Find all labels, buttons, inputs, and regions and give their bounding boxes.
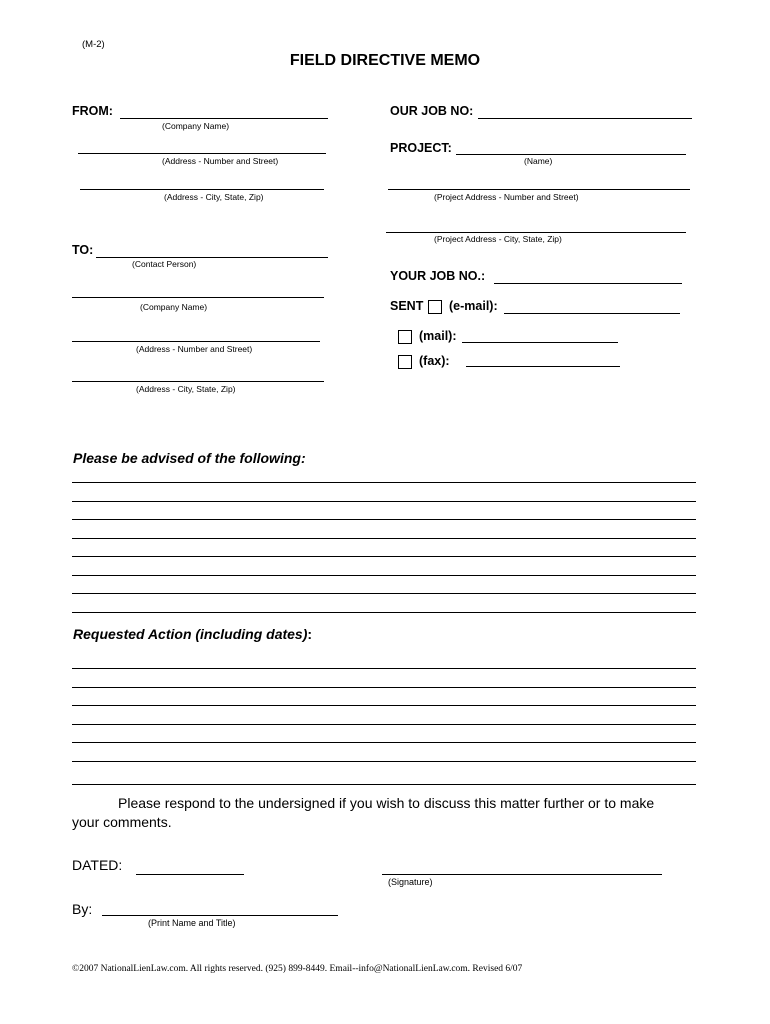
- by-line[interactable]: [102, 915, 338, 916]
- project-label: PROJECT:: [390, 141, 452, 155]
- from-city-caption: (Address - City, State, Zip): [164, 192, 264, 202]
- advised-line[interactable]: [72, 501, 696, 502]
- requested-line[interactable]: [72, 668, 696, 669]
- fax-label: (fax):: [419, 354, 450, 368]
- advised-heading: Please be advised of the following:: [73, 450, 306, 466]
- advised-line[interactable]: [72, 519, 696, 520]
- from-city-line[interactable]: [80, 189, 324, 190]
- your-job-line[interactable]: [494, 283, 682, 284]
- requested-line[interactable]: [72, 761, 696, 762]
- dated-line[interactable]: [136, 874, 244, 875]
- project-name-caption: (Name): [524, 156, 553, 166]
- to-city-line[interactable]: [72, 381, 324, 382]
- to-company-caption: (Company Name): [140, 302, 208, 312]
- advised-line[interactable]: [72, 575, 696, 576]
- to-company-line[interactable]: [72, 297, 324, 298]
- to-street-caption: (Address - Number and Street): [136, 344, 253, 354]
- project-street-caption: (Project Address - Number and Street): [434, 192, 579, 202]
- closing-line-1: Please respond to the undersigned if you wish to discuss this matter further or to make: [118, 795, 655, 811]
- sent-label: SENT: [390, 299, 424, 313]
- requested-line[interactable]: [72, 724, 696, 725]
- to-label: TO:: [72, 243, 94, 257]
- advised-line[interactable]: [72, 556, 696, 557]
- our-job-line[interactable]: [478, 118, 692, 119]
- to-city-caption: (Address - City, State, Zip): [136, 384, 236, 394]
- signature-caption: (Signature): [388, 877, 433, 887]
- to-street-line[interactable]: [72, 341, 320, 342]
- to-contact-line[interactable]: [96, 257, 328, 258]
- form-code: (M-2): [82, 39, 105, 50]
- fax-line[interactable]: [466, 366, 620, 367]
- email-checkbox[interactable]: [428, 300, 442, 314]
- your-job-label: YOUR JOB NO.:: [390, 269, 486, 283]
- requested-heading-wrap: [73, 626, 312, 644]
- by-label: By:: [72, 901, 93, 917]
- requested-line[interactable]: [72, 784, 696, 785]
- advised-line[interactable]: [72, 538, 696, 539]
- requested-colon: :: [307, 626, 313, 642]
- advised-line[interactable]: [72, 612, 696, 613]
- our-job-label: OUR JOB NO:: [390, 104, 474, 118]
- requested-line[interactable]: [72, 687, 696, 688]
- mail-line[interactable]: [462, 342, 618, 343]
- from-company-line[interactable]: [120, 118, 328, 119]
- form-title: FIELD DIRECTIVE MEMO: [289, 52, 481, 69]
- requested-heading: Requested Action (including dates): [73, 626, 308, 642]
- dated-label: DATED:: [72, 857, 123, 873]
- from-company-caption: (Company Name): [162, 121, 230, 131]
- by-caption: (Print Name and Title): [148, 918, 236, 928]
- mail-checkbox[interactable]: [398, 330, 412, 344]
- requested-line[interactable]: [72, 742, 696, 743]
- project-street-line[interactable]: [388, 189, 690, 190]
- email-line[interactable]: [504, 313, 680, 314]
- to-contact-caption: (Contact Person): [132, 259, 197, 269]
- closing-line-2: your comments.: [72, 814, 172, 830]
- requested-line[interactable]: [72, 705, 696, 706]
- fax-checkbox[interactable]: [398, 355, 412, 369]
- advised-line[interactable]: [72, 593, 696, 594]
- footer-text: ©2007 NationalLienLaw.com. All rights reserved. (925) 899-8449. Email--info@NationalLienLaw.com. Revised 6/07: [72, 964, 523, 974]
- from-label: FROM:: [72, 104, 113, 118]
- project-city-line[interactable]: [386, 232, 686, 233]
- email-label: (e-mail):: [449, 299, 498, 313]
- signature-line[interactable]: [382, 874, 662, 875]
- advised-line[interactable]: [72, 482, 696, 483]
- from-street-line[interactable]: [78, 153, 326, 154]
- project-name-line[interactable]: [456, 154, 686, 155]
- from-street-caption: (Address - Number and Street): [162, 156, 279, 166]
- project-city-caption: (Project Address - City, State, Zip): [434, 234, 562, 244]
- mail-label: (mail):: [419, 329, 457, 343]
